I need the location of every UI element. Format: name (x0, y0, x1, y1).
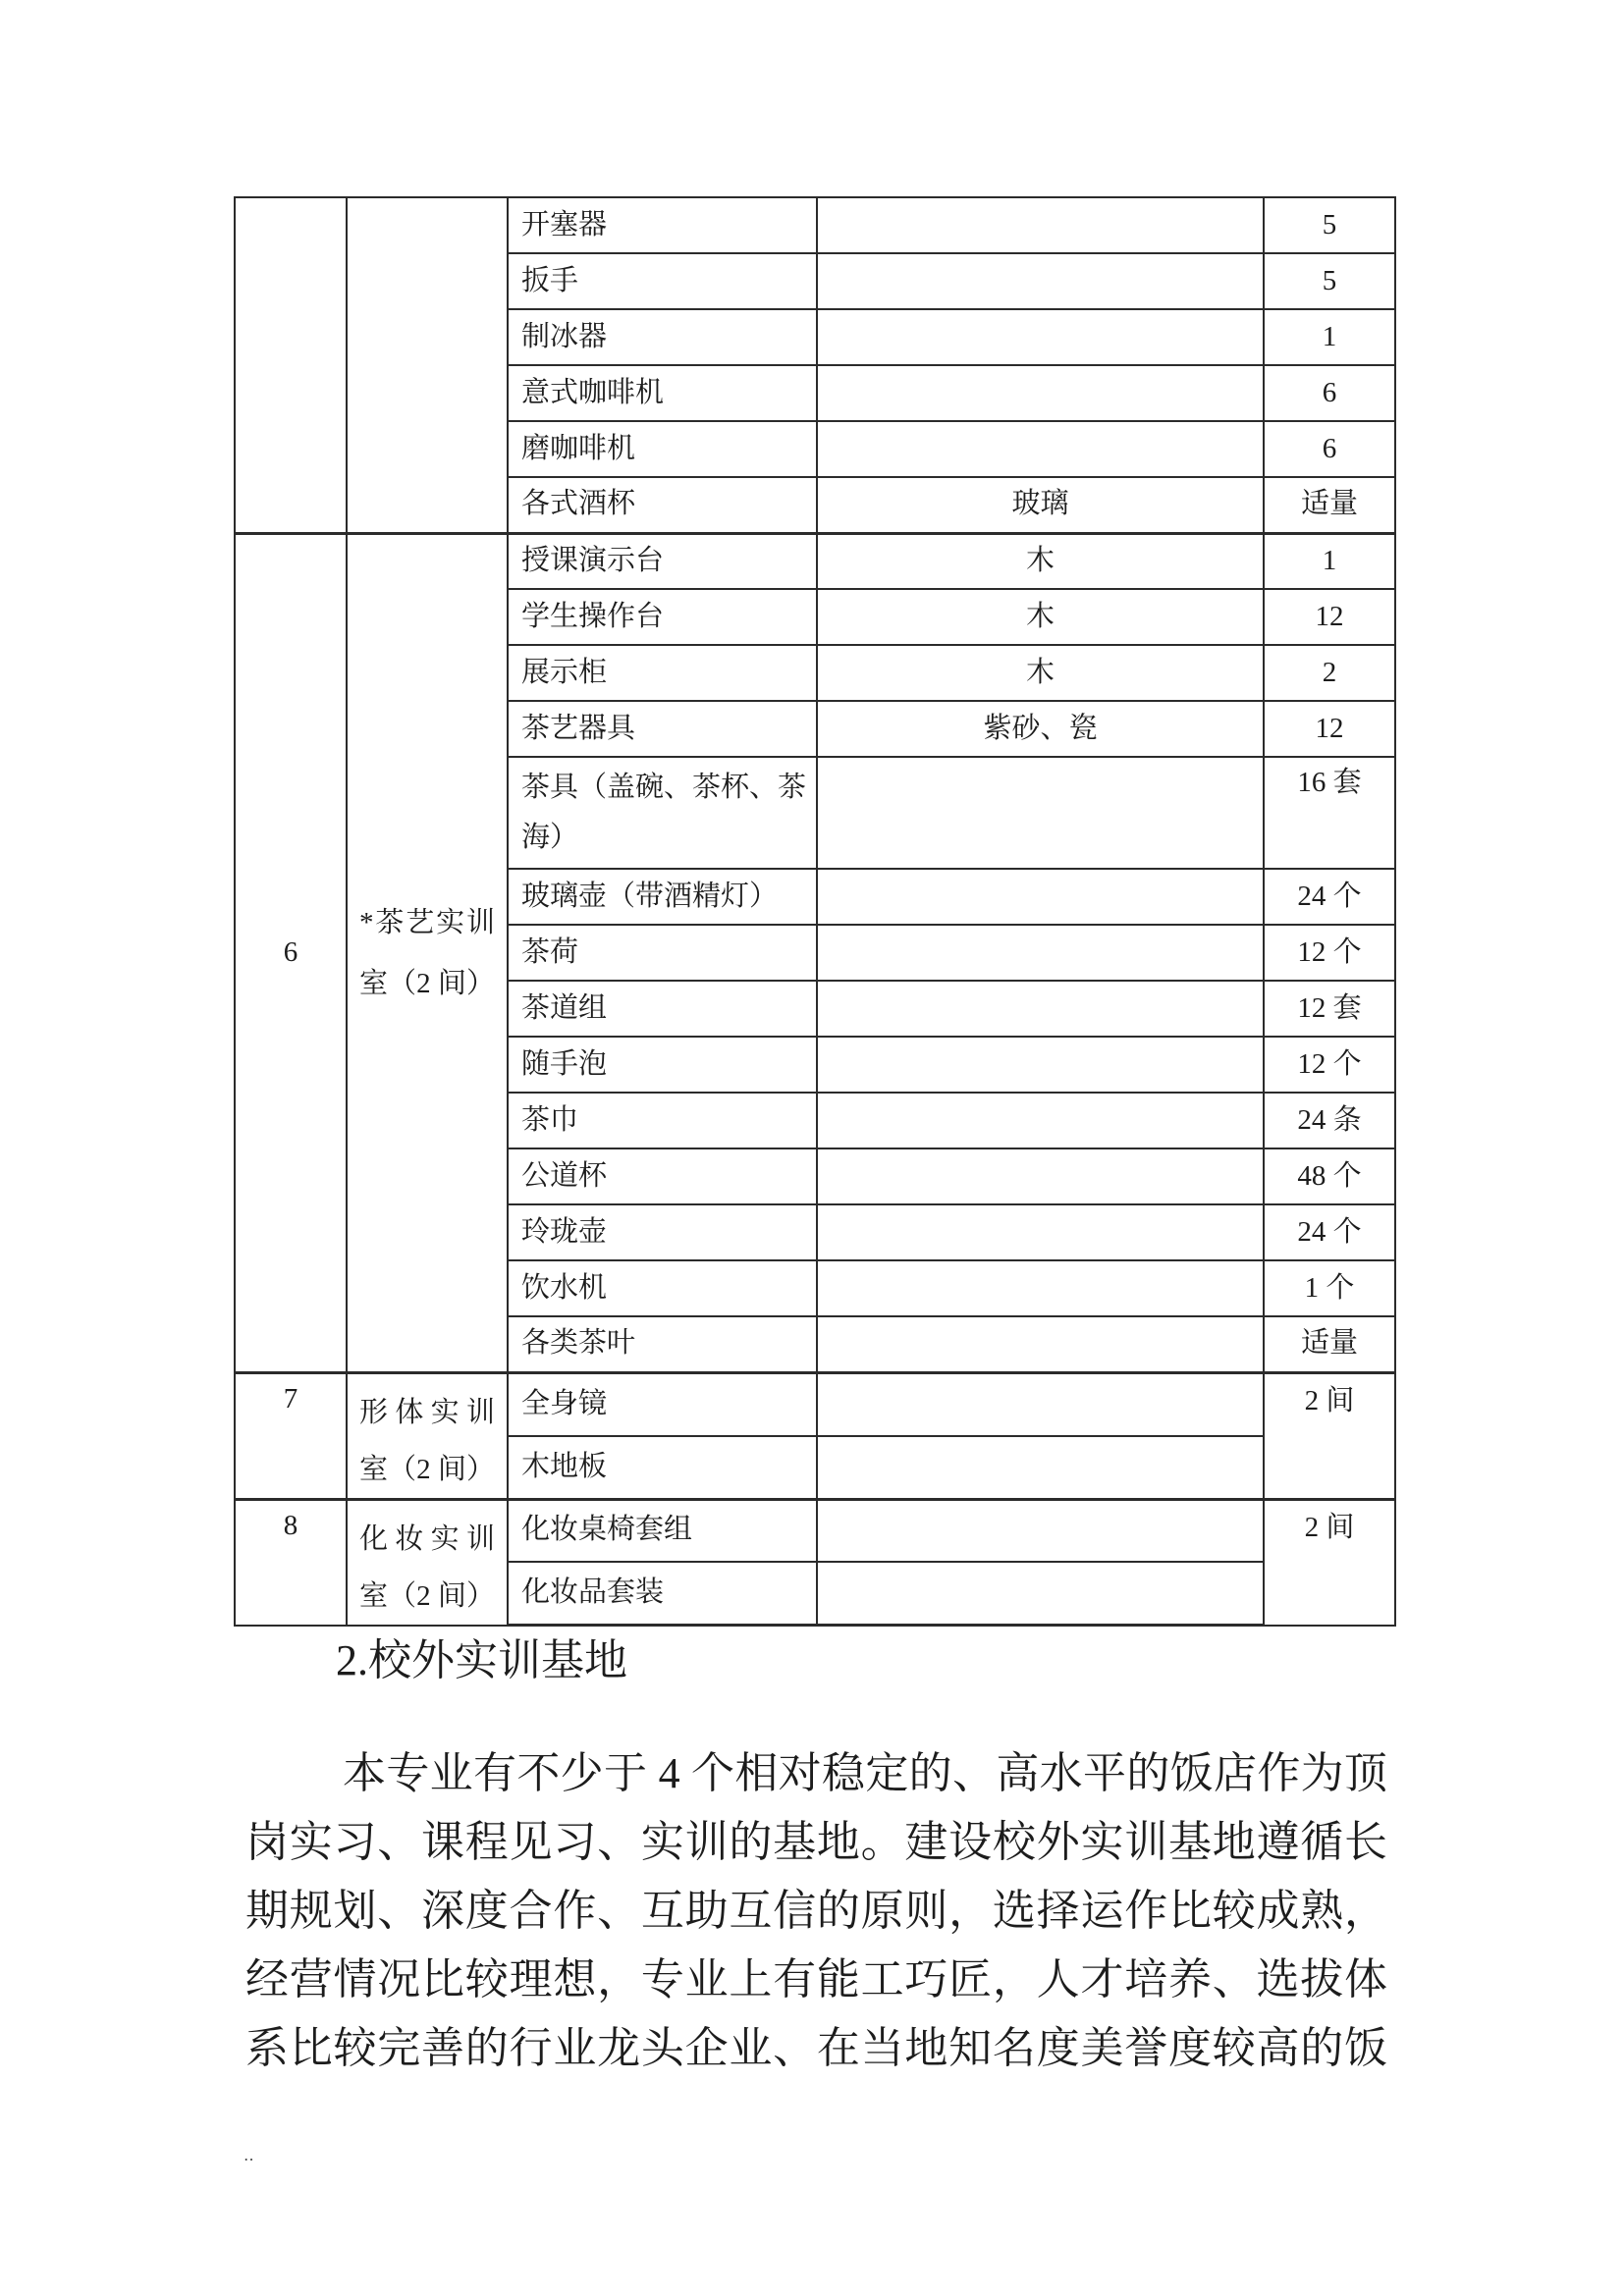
table-row (235, 197, 1395, 253)
table-row (235, 1499, 1395, 1562)
item-cell: 茶艺器具 (508, 701, 817, 757)
room-name-line: 室（2 间） (359, 1579, 495, 1612)
room-name-line: 化妆实训 (359, 1522, 495, 1555)
quantity-cell: 12 (1264, 589, 1395, 645)
material-cell (817, 365, 1264, 421)
material-cell (817, 869, 1264, 925)
quantity-cell: 12 个 (1264, 925, 1395, 981)
quantity-cell: 12 套 (1264, 981, 1395, 1037)
material-cell (817, 1316, 1264, 1372)
item-cell: 开塞器 (508, 197, 817, 253)
item-cell: 化妆桌椅套组 (508, 1499, 817, 1562)
material-cell (817, 1436, 1264, 1500)
paragraph-line: 岗实习、课程见习、实训的基地。建设校外实训基地遵循长 (245, 1818, 1387, 1866)
quantity-cell: 24 个 (1264, 1204, 1395, 1260)
room-cell (347, 1499, 508, 1626)
serial-cell (235, 197, 347, 533)
quantity-cell: 2 间 (1264, 1372, 1395, 1499)
quantity-cell: 6 (1264, 365, 1395, 421)
material-cell: 木 (817, 589, 1264, 645)
item-cell: 学生操作台 (508, 589, 817, 645)
material-cell (817, 421, 1264, 477)
room-name-line: 形体实训 (359, 1396, 495, 1428)
quantity-cell: 24 条 (1264, 1093, 1395, 1148)
section-heading: 2.校外实训基地 (336, 1636, 627, 1684)
serial-cell: 6 (235, 533, 347, 1372)
paragraph-line: 经营情况比较理想，专业上有能工巧匠，人才培养、选拔体 (245, 1955, 1387, 2003)
material-cell: 玻璃 (817, 477, 1264, 533)
table-row (235, 533, 1395, 589)
item-cell: 玲珑壶 (508, 1204, 817, 1260)
quantity-cell: 6 (1264, 421, 1395, 477)
material-cell (817, 1093, 1264, 1148)
material-cell (817, 1372, 1264, 1436)
equipment-table (234, 196, 1396, 1627)
item-cell: 全身镜 (508, 1372, 817, 1436)
material-cell (817, 309, 1264, 365)
item-cell: 茶巾 (508, 1093, 817, 1148)
item-cell: 茶荷 (508, 925, 817, 981)
item-cell: 各类茶叶 (508, 1316, 817, 1372)
material-cell (817, 1037, 1264, 1093)
room-name-line: 室（2 间） (359, 967, 495, 999)
quantity-cell: 48 个 (1264, 1148, 1395, 1204)
room-cell (347, 1372, 508, 1499)
serial-cell: 8 (235, 1499, 347, 1626)
quantity-cell: 适量 (1264, 477, 1395, 533)
quantity-cell: 1 (1264, 533, 1395, 589)
quantity-cell: 24 个 (1264, 869, 1395, 925)
item-cell: 展示柜 (508, 645, 817, 701)
material-cell (817, 1260, 1264, 1316)
room-name-line: *茶艺实训 (359, 906, 495, 938)
item-cell: 授课演示台 (508, 533, 817, 589)
material-cell (817, 197, 1264, 253)
material-cell (817, 981, 1264, 1037)
item-cell: 扳手 (508, 253, 817, 309)
item-cell: 化妆品套装 (508, 1562, 817, 1625)
item-cell: 磨咖啡机 (508, 421, 817, 477)
quantity-cell: 16 套 (1264, 757, 1395, 869)
body-paragraph (245, 1739, 1387, 2083)
item-cell: 茶道组 (508, 981, 817, 1037)
item-name-line: 茶具（盖碗、茶杯、茶 (521, 772, 807, 803)
material-cell: 木 (817, 645, 1264, 701)
item-cell (508, 757, 817, 869)
quantity-cell: 12 个 (1264, 1037, 1395, 1093)
item-cell: 饮水机 (508, 1260, 817, 1316)
quantity-cell: 2 间 (1264, 1499, 1395, 1626)
footer-mark: ‥ (244, 2146, 258, 2164)
room-cell (347, 533, 508, 1372)
quantity-cell: 12 (1264, 701, 1395, 757)
quantity-cell: 1 个 (1264, 1260, 1395, 1316)
material-cell (817, 1148, 1264, 1204)
material-cell (817, 1204, 1264, 1260)
material-cell (817, 1499, 1264, 1562)
material-cell (817, 1562, 1264, 1625)
item-cell: 各式酒杯 (508, 477, 817, 533)
room-cell (347, 197, 508, 533)
material-cell: 木 (817, 533, 1264, 589)
item-cell: 玻璃壶（带酒精灯） (508, 869, 817, 925)
quantity-cell: 适量 (1264, 1316, 1395, 1372)
item-cell: 木地板 (508, 1436, 817, 1500)
item-cell: 意式咖啡机 (508, 365, 817, 421)
item-cell: 随手泡 (508, 1037, 817, 1093)
paragraph-line: 期规划、深度合作、互助互信的原则，选择运作比较成熟， (245, 1887, 1387, 1935)
table-row (235, 1372, 1395, 1436)
material-cell (817, 925, 1264, 981)
serial-cell: 7 (235, 1372, 347, 1499)
room-name-line: 室（2 间） (359, 1453, 495, 1485)
quantity-cell: 1 (1264, 309, 1395, 365)
material-cell (817, 757, 1264, 869)
item-name-line: 海） (521, 822, 579, 853)
quantity-cell: 5 (1264, 253, 1395, 309)
material-cell (817, 253, 1264, 309)
quantity-cell: 2 (1264, 645, 1395, 701)
paragraph-line: 系比较完善的行业龙头企业、在当地知名度美誉度较高的饭 (245, 2024, 1387, 2072)
item-cell: 公道杯 (508, 1148, 817, 1204)
quantity-cell: 5 (1264, 197, 1395, 253)
paragraph-line: 本专业有不少于 4 个相对稳定的、高水平的饭店作为顶 (343, 1749, 1387, 1797)
material-cell: 紫砂、瓷 (817, 701, 1264, 757)
item-cell: 制冰器 (508, 309, 817, 365)
